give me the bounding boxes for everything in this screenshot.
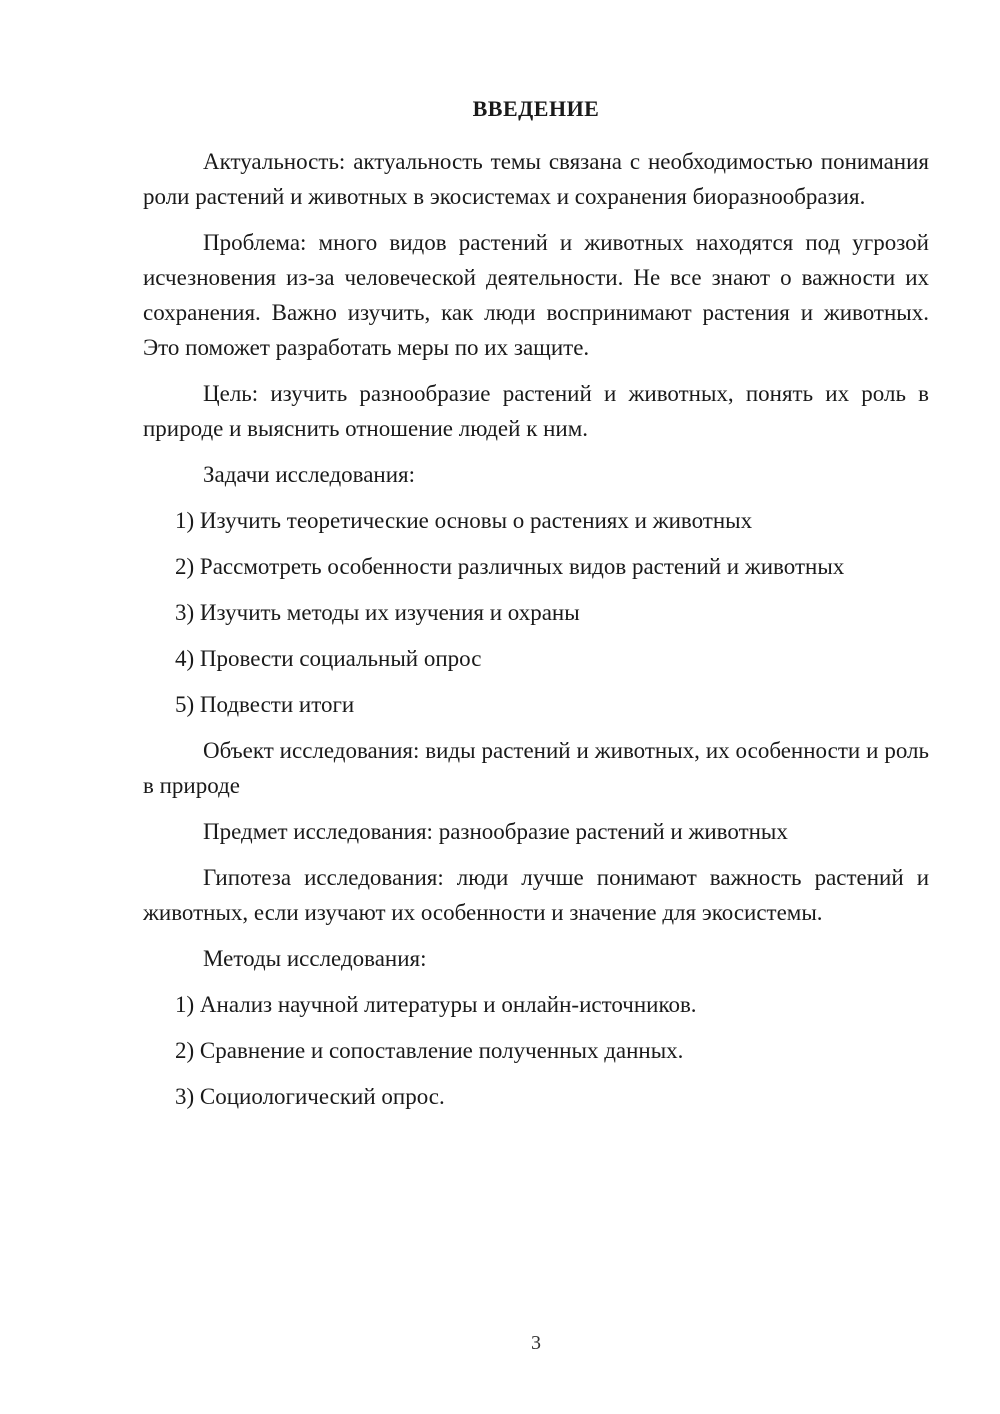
page-number: 3 — [531, 1332, 541, 1354]
object-paragraph: Объект исследования: виды растений и животных, их особенности и роль в природе — [143, 738, 929, 798]
hypothesis-paragraph: Гипотеза исследования: люди лучше понимают важность растений и животных, если изучают их особенности и значение для экосистемы. — [143, 865, 929, 925]
page-title: ВВЕДЕНИЕ — [472, 96, 600, 121]
method-item-1: 1) Анализ научной литературы и онлайн-источников. — [175, 992, 697, 1017]
problem-paragraph: Проблема: много видов растений и животных находятся под угрозой исчезновения из-за человеческой деятельности. Не все знают о важности их сохранения. Важно изучить, как люди воспринимают растения и животных. Это поможет разработать меры по их защите. — [143, 230, 929, 360]
task-item-4: 4) Провести социальный опрос — [175, 646, 482, 671]
relevance-paragraph: Актуальность: актуальность темы связана с необходимостью понимания роли растений и животных в экосистемах и сохранения биоразнообразия. — [143, 149, 929, 209]
method-item-3: 3) Социологический опрос. — [175, 1084, 445, 1109]
subject-paragraph: Предмет исследования: разнообразие растений и животных — [203, 819, 788, 844]
task-item-3: 3) Изучить методы их изучения и охраны — [175, 600, 580, 625]
task-item-5: 5) Подвести итоги — [175, 692, 355, 717]
document-page — [143, 94, 929, 1125]
task-item-1: 1) Изучить теоретические основы о растениях и животных — [175, 508, 753, 533]
methods-heading: Методы исследования: — [203, 946, 427, 971]
method-item-2: 2) Сравнение и сопоставление полученных данных. — [175, 1038, 684, 1063]
goal-paragraph: Цель: изучить разнообразие растений и животных, понять их роль в природе и выяснить отношение людей к ним. — [143, 381, 929, 441]
task-item-2: 2) Рассмотреть особенности различных видов растений и животных — [175, 554, 845, 579]
tasks-heading: Задачи исследования: — [203, 462, 416, 487]
